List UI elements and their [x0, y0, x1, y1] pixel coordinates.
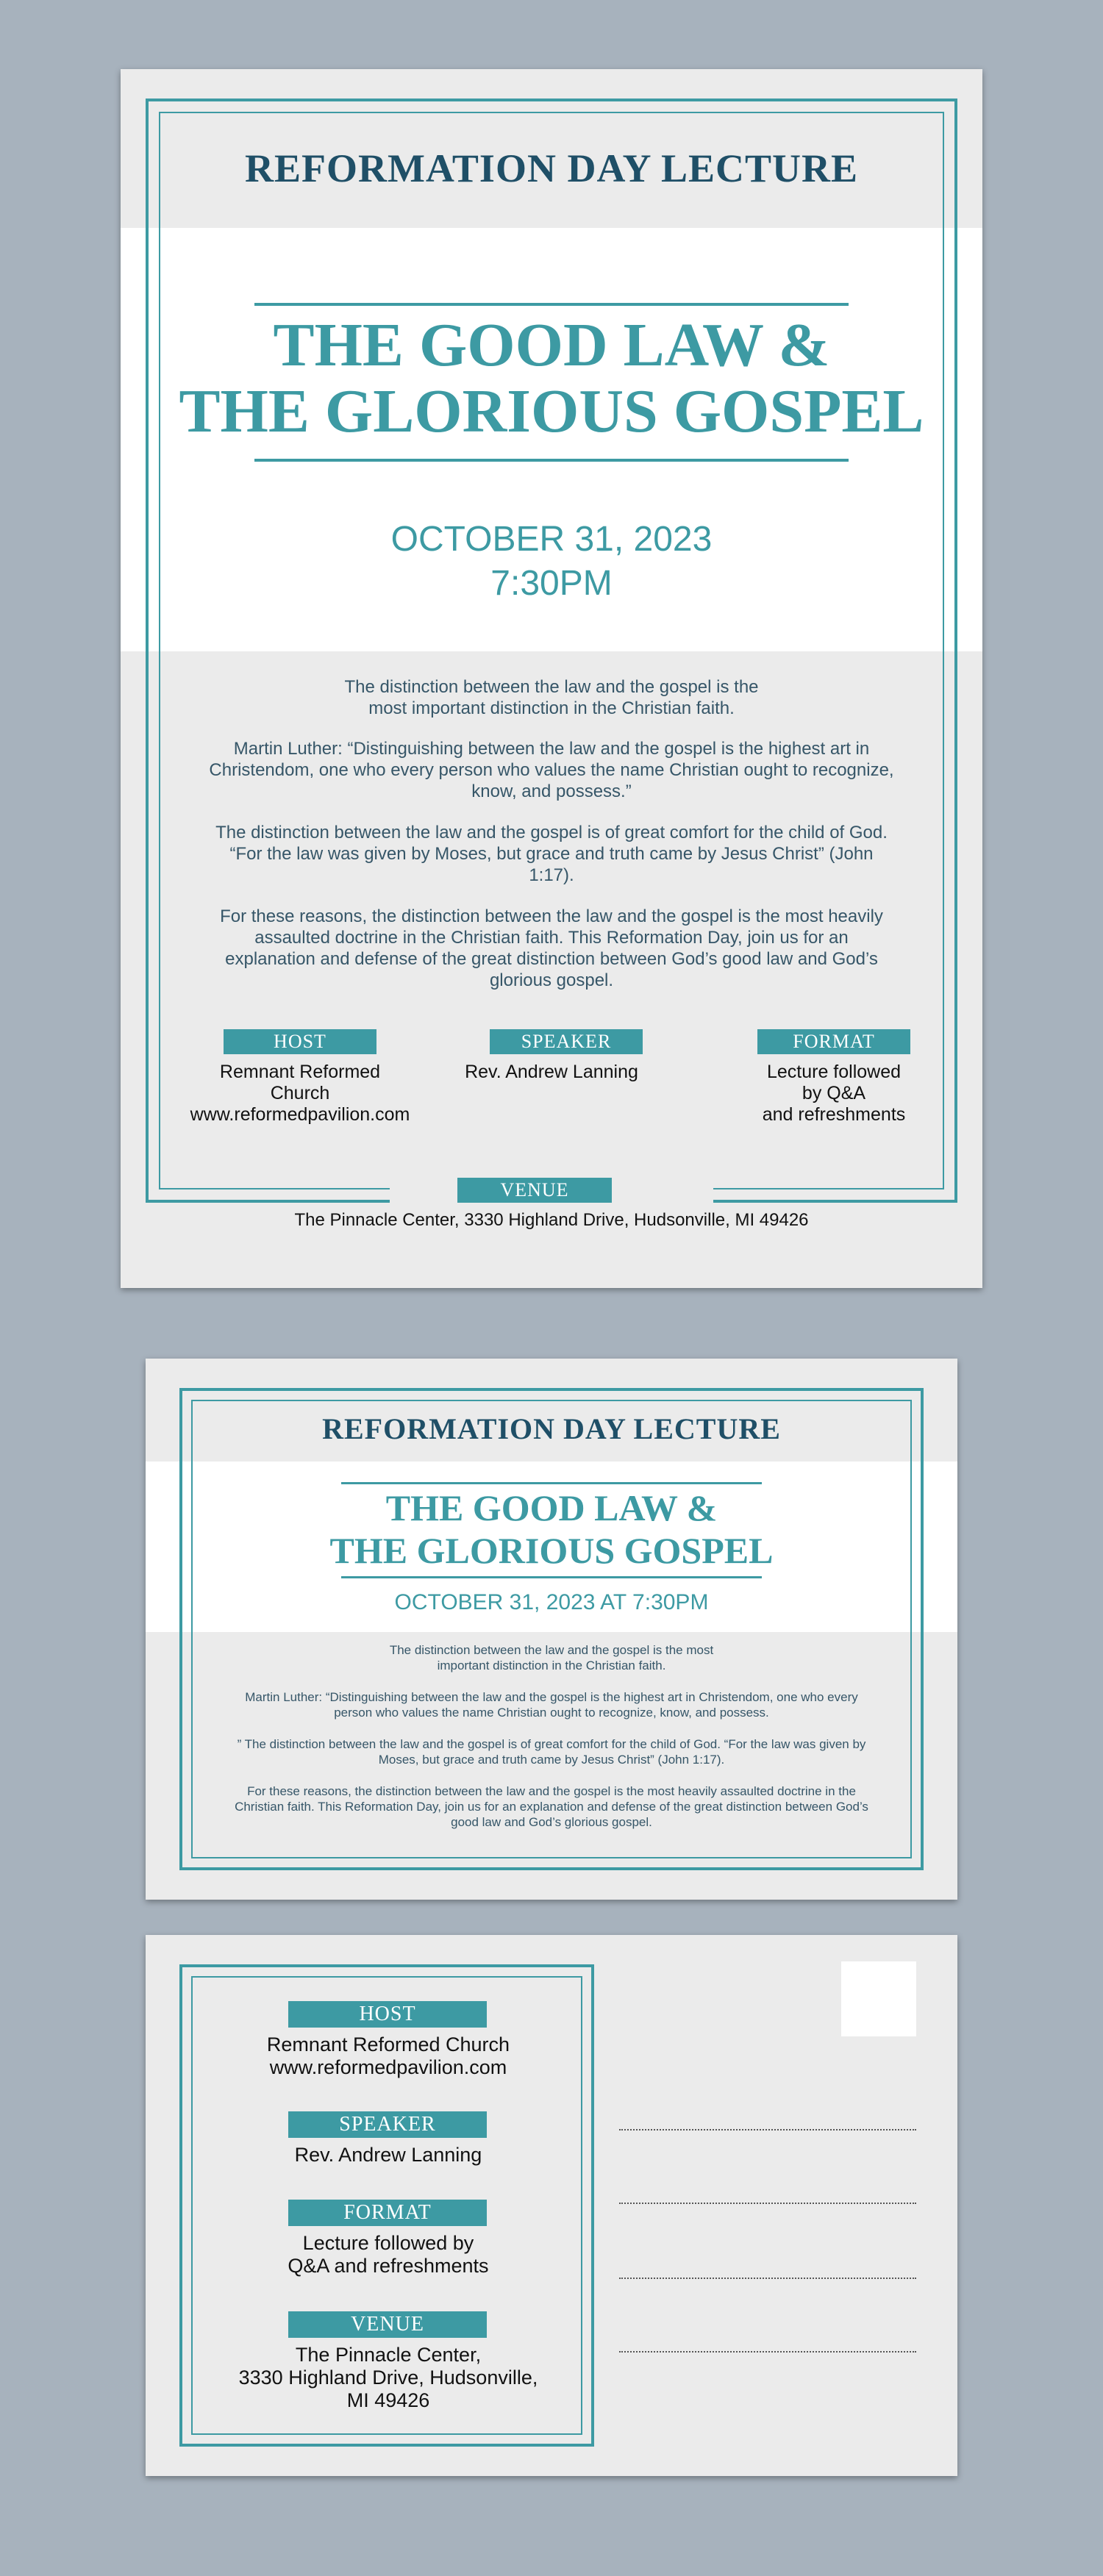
flyer-venue-label: VENUE: [457, 1178, 612, 1203]
address-line-2: [619, 2203, 916, 2204]
postcard-front-paragraph-3: ” The distinction between the law and the gospel is of great comfort for the child of God. “For the law was given by Moses, but grace and truth came by Jesus Christ” (John 1:17).: [237, 1737, 866, 1767]
postcard-front-main-title-line1: THE GOOD LAW &: [385, 1487, 718, 1528]
flyer-host-website[interactable]: www.reformedpavilion.com: [190, 1104, 410, 1125]
postcard-front-title-rule-top: [341, 1482, 762, 1484]
flyer-speaker-label: SPEAKER: [490, 1029, 643, 1054]
postcard-back-host-line1: Remnant Reformed Church: [266, 2033, 510, 2056]
postcard-back-speaker-label: SPEAKER: [288, 2111, 487, 2138]
postcard-front-paragraph-2: Martin Luther: “Distinguishing between the law and the gospel is the highest art in Christendom, one who every person who values the name Christian ought to recognize, know, and possess.: [245, 1690, 858, 1720]
flyer-title-rule-top: [254, 303, 849, 306]
flyer-format-line2: by Q&A: [802, 1083, 866, 1103]
postcard-back-venue-line2: 3330 Highland Drive, Hudsonville,: [238, 2366, 538, 2389]
flyer-inner-frame: [159, 112, 944, 1189]
postcard-back-format-label: FORMAT: [288, 2200, 487, 2226]
address-line-1: [619, 2129, 916, 2130]
postcard-back-format-line1: Lecture followed by: [302, 2232, 474, 2254]
flyer-format-line1: Lecture followed: [766, 1062, 902, 1082]
postcard-back-venue-line3: MI 49426: [346, 2389, 430, 2411]
flyer-title-rule-bottom: [254, 459, 849, 462]
postcard-back-venue-line1: The Pinnacle Center,: [295, 2344, 482, 2366]
postcard-back-host-info: [204, 2033, 572, 2079]
flyer-format-info: [702, 1062, 966, 1126]
flyer-paragraph-4: For these reasons, the distinction between the law and the gospel is the most heavily assaulted doctrine in the Christian faith. This Reformation Day, join us for an explanation and defense of the great distinction between God’s good law and God’s glorious gospel.: [220, 906, 883, 990]
address-line-3: [619, 2278, 916, 2279]
postcard-back-format-info: [204, 2232, 572, 2278]
postcard-front: [146, 1359, 957, 1900]
postcard-back-venue-info: [204, 2344, 572, 2412]
postcard-front-main-title-line2: THE GLORIOUS GOSPEL: [329, 1530, 774, 1571]
flyer-time: 7:30PM: [490, 564, 613, 603]
postcard-front-datetime: OCTOBER 31, 2023 AT 7:30PM: [394, 1590, 709, 1614]
postcard-back-venue-label: VENUE: [288, 2311, 487, 2338]
flyer-host-info: [165, 1062, 435, 1126]
flyer-paragraph-1: The distinction between the law and the gospel is the most important distinction in the Christian faith.: [344, 677, 759, 718]
postcard-front-paragraph-4: For these reasons, the distinction between the law and the gospel is the most heavily assaulted doctrine in the Christian faith. This Reformation Day, join us for an explanation and defense of the great distinction between God’s good law and God’s glorious gospel.: [235, 1784, 868, 1829]
postage-stamp-box: [841, 1961, 916, 2036]
flyer-date: OCTOBER 31, 2023: [390, 520, 713, 559]
flyer: [121, 69, 982, 1288]
flyer-format-line3: and refreshments: [762, 1104, 906, 1125]
postcard-front-title-rule-bottom: [341, 1576, 762, 1578]
postcard-back: [146, 1935, 957, 2476]
flyer-speaker-info: [412, 1062, 691, 1083]
flyer-main-title-line1: THE GOOD LAW &: [273, 311, 830, 379]
flyer-host-line1: Remnant Reformed: [219, 1062, 381, 1082]
postcard-back-host-website[interactable]: www.reformedpavilion.com: [269, 2056, 507, 2078]
flyer-event-title: REFORMATION DAY LECTURE: [244, 146, 859, 190]
postcard-front-paragraph-1: The distinction between the law and the gospel is the most important distinction in the Christian faith.: [389, 1643, 714, 1672]
postcard-back-format-line2: Q&A and refreshments: [288, 2255, 489, 2277]
postcard-back-speaker-name: Rev. Andrew Lanning: [294, 2144, 482, 2166]
flyer-main-title-line2: THE GLORIOUS GOSPEL: [179, 377, 924, 446]
flyer-paragraph-2: Martin Luther: “Distinguishing between the law and the gospel is the highest art in Christendom, one who every person who values the name Christian ought to recognize, know, and possess.”: [209, 739, 894, 801]
flyer-host-label: HOST: [224, 1029, 376, 1054]
flyer-paragraph-3: The distinction between the law and the gospel is of great comfort for the child of God. “For the law was given by Moses, but grace and truth came by Jesus Christ” (John 1:17).: [215, 823, 888, 885]
flyer-format-label: FORMAT: [757, 1029, 910, 1054]
postcard-front-event-title: REFORMATION DAY LECTURE: [322, 1412, 781, 1445]
address-line-4: [619, 2351, 916, 2353]
flyer-speaker-name: Rev. Andrew Lanning: [465, 1062, 638, 1082]
flyer-venue-text: The Pinnacle Center, 3330 Highland Drive, Hudsonville, MI 49426: [294, 1210, 809, 1230]
postcard-back-speaker-info: [204, 2144, 572, 2167]
postcard-back-host-label: HOST: [288, 2001, 487, 2028]
flyer-host-line2: Church: [270, 1083, 330, 1103]
